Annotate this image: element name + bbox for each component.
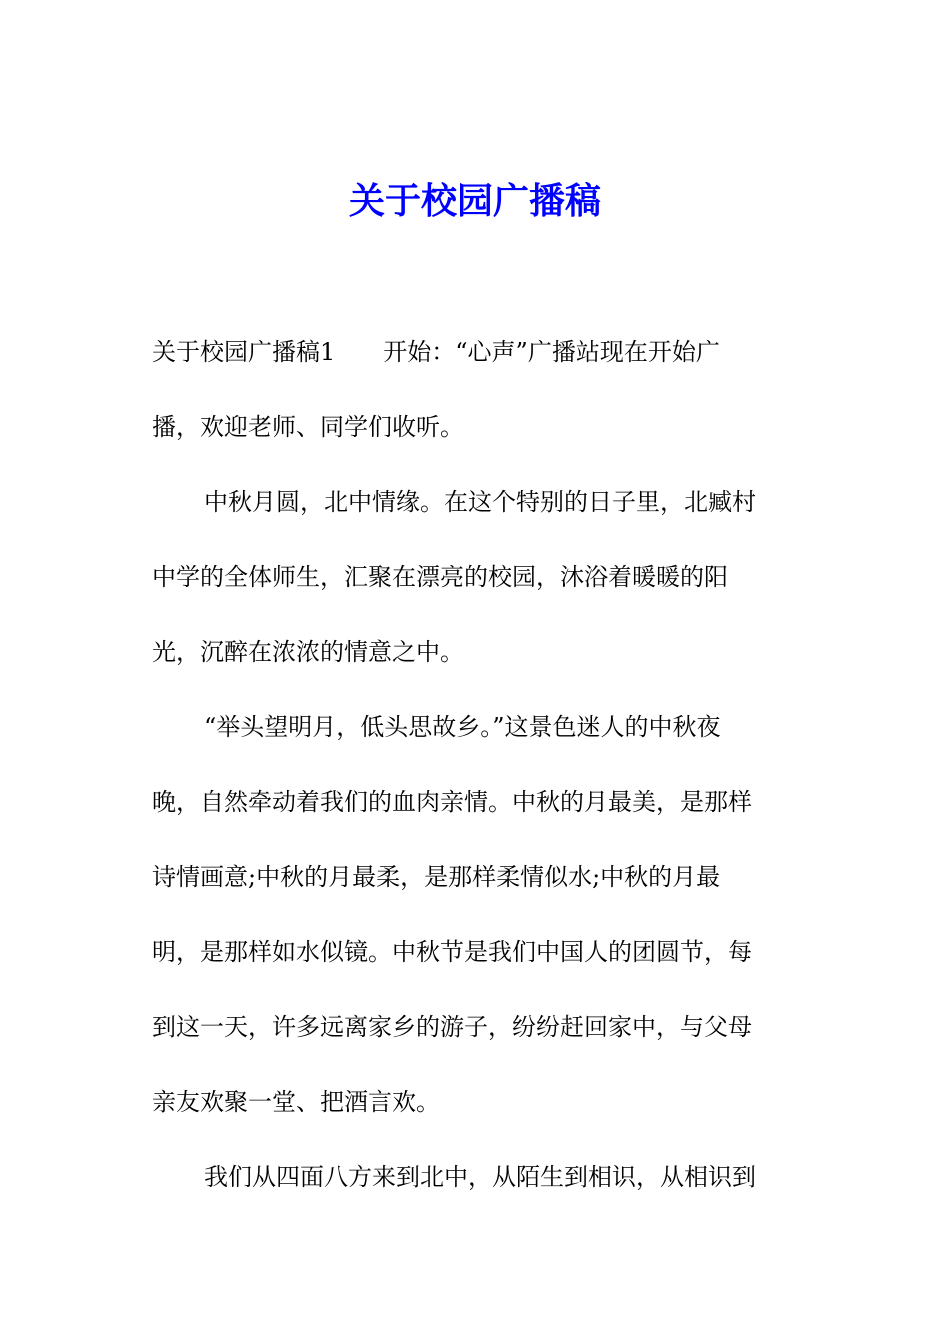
text-line-9: 明，是那样如水似镜。中秋节是我们中国人的团圆节，每 (152, 938, 752, 966)
text-line-6: “举头望明月，低头思故乡。”这景色迷人的中秋夜 (204, 713, 721, 741)
text-line-8: 诗情画意;中秋的月最柔，是那样柔情似水;中秋的月最 (152, 863, 721, 891)
text-line-7: 晚，自然牵动着我们的血肉亲情。中秋的月最美，是那样 (152, 788, 752, 816)
document-body (152, 322, 797, 1222)
text-line-1-continuation: 开始：“心声”广播站现在开始广 (383, 338, 720, 366)
text-line-2: 播，欢迎老师、同学们收听。 (152, 413, 464, 441)
document-title: 关于校园广播稿 (348, 181, 601, 222)
text-line-4: 中学的全体师生，汇聚在漂亮的校园，沐浴着暖暖的阳 (152, 563, 728, 591)
text-line-5: 光，沉醉在浓浓的情意之中。 (152, 638, 464, 666)
text-line-12: 我们从四面八方来到北中，从陌生到相识，从相识到 (204, 1163, 756, 1191)
text-line-3: 中秋月圆，北中情缘。在这个特别的日子里，北臧村 (204, 488, 756, 516)
text-line-10: 到这一天，许多远离家乡的游子，纷纷赶回家中，与父母 (152, 1013, 752, 1041)
text-line-1 (152, 322, 797, 397)
section-heading: 关于校园广播稿1 (152, 338, 336, 366)
text-line-11: 亲友欢聚一堂、把酒言欢。 (152, 1088, 440, 1116)
